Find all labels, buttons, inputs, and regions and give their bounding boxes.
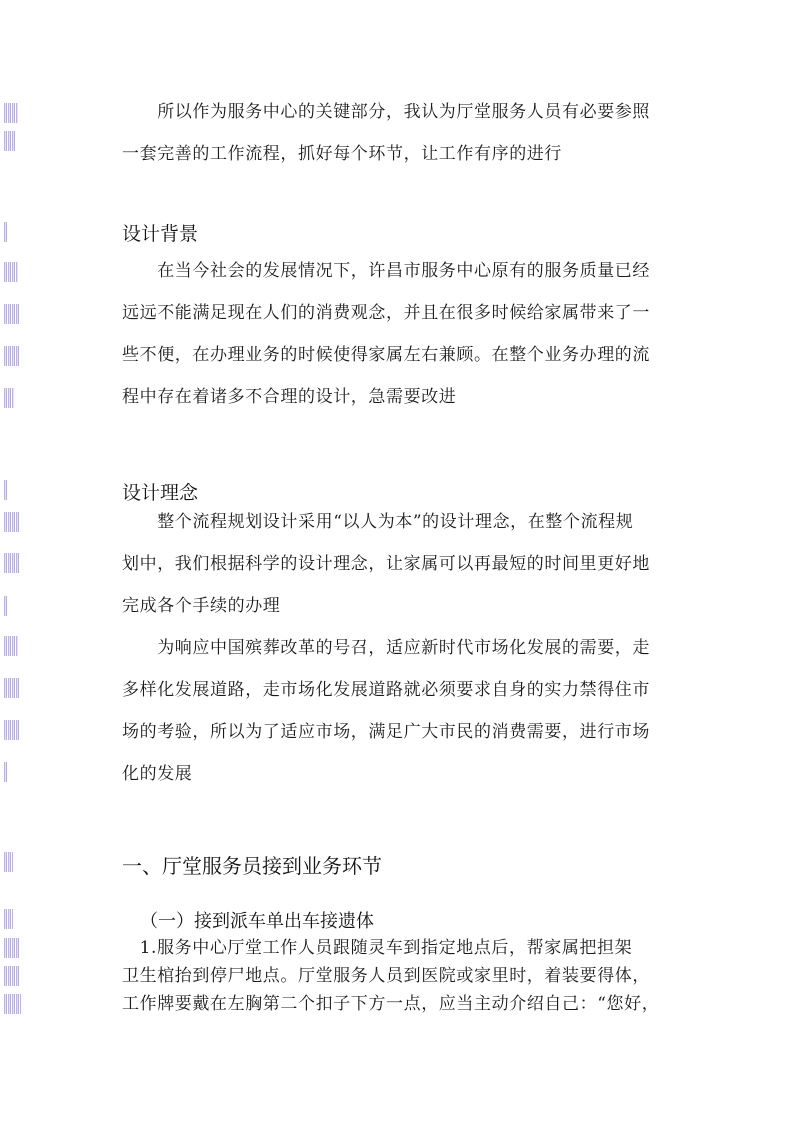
- margin-mark: [4, 596, 8, 616]
- text-line: 远远不能满足现在人们的消费观念，并且在很多时候给家属带来了一: [122, 303, 650, 323]
- margin-mark: [4, 636, 18, 656]
- text-line: 化的发展: [122, 764, 193, 784]
- intro-paragraph: [122, 91, 674, 175]
- text-line: 划中，我们根据科学的设计理念，让家属可以再最短的时间里更好地: [122, 554, 650, 574]
- text-line: 为响应中国殡葬改革的号召，适应新时代市场化发展的需要，走: [122, 638, 650, 658]
- margin-mark: [4, 938, 20, 958]
- margin-mark: [4, 512, 19, 532]
- text-line: 一套完善的工作流程，抓好每个环节，让工作有序的进行: [122, 144, 562, 164]
- text-line: 整个流程规划设计采用“以人为本”的设计理念，在整个流程规: [122, 512, 634, 532]
- concept-paragraph-1: [122, 501, 674, 627]
- chapter-heading: 一、厅堂服务员接到业务环节: [122, 854, 382, 878]
- margin-mark: [4, 678, 19, 698]
- text-line: 卫生棺抬到停尸地点。厅堂服务人员到医院或家里时，着装要得体，: [122, 966, 650, 986]
- margin-mark: [4, 553, 20, 573]
- text-line: 1.服务中心厅堂工作人员跟随灵车到指定地点后，帮家属把担架: [122, 938, 633, 958]
- margin-mark: [4, 480, 7, 500]
- text-line: 工作牌要戴在左胸第二个扣子下方一点，应当主动介绍自己：“您好，: [122, 994, 660, 1014]
- text-line: 在当今社会的发展情况下，许昌市服务中心原有的服务质量已经: [122, 261, 650, 281]
- margin-mark: [4, 304, 19, 324]
- section-heading: 设计理念: [122, 482, 199, 504]
- text-line: 完成各个手续的办理: [122, 596, 281, 616]
- text-line: 程中存在着诸多不合理的设计，急需要改进: [122, 387, 457, 407]
- margin-mark: [4, 994, 21, 1014]
- background-paragraph: [122, 250, 674, 418]
- margin-mark: [4, 262, 18, 282]
- concept-paragraph-2: [122, 627, 674, 795]
- margin-mark: [4, 346, 20, 366]
- margin-mark: [4, 762, 7, 782]
- text-line: 些不便，在办理业务的时候使得家属左右兼顾。在整个业务办理的流: [122, 345, 650, 365]
- margin-mark: [4, 852, 13, 872]
- section-heading: 设计背景: [122, 223, 199, 245]
- margin-mark: [4, 388, 14, 408]
- sub-heading: （一）接到派车单出车接遗体: [140, 911, 374, 932]
- text-line: 所以作为服务中心的关键部分，我认为厅堂服务人员有必要参照: [122, 102, 650, 122]
- margin-mark: [4, 103, 18, 123]
- text-line: 场的考验，所以为了适应市场，满足广大市民的消费需要，进行市场: [122, 722, 650, 742]
- text-line: 多样化发展道路，走市场化发展道路就必须要求自身的实力禁得住市: [122, 680, 650, 700]
- margin-mark: [4, 909, 13, 929]
- margin-mark: [4, 131, 16, 151]
- margin-mark: [4, 966, 20, 986]
- margin-mark: [4, 720, 20, 740]
- section-one-paragraph: [122, 934, 674, 1018]
- margin-mark: [4, 222, 7, 242]
